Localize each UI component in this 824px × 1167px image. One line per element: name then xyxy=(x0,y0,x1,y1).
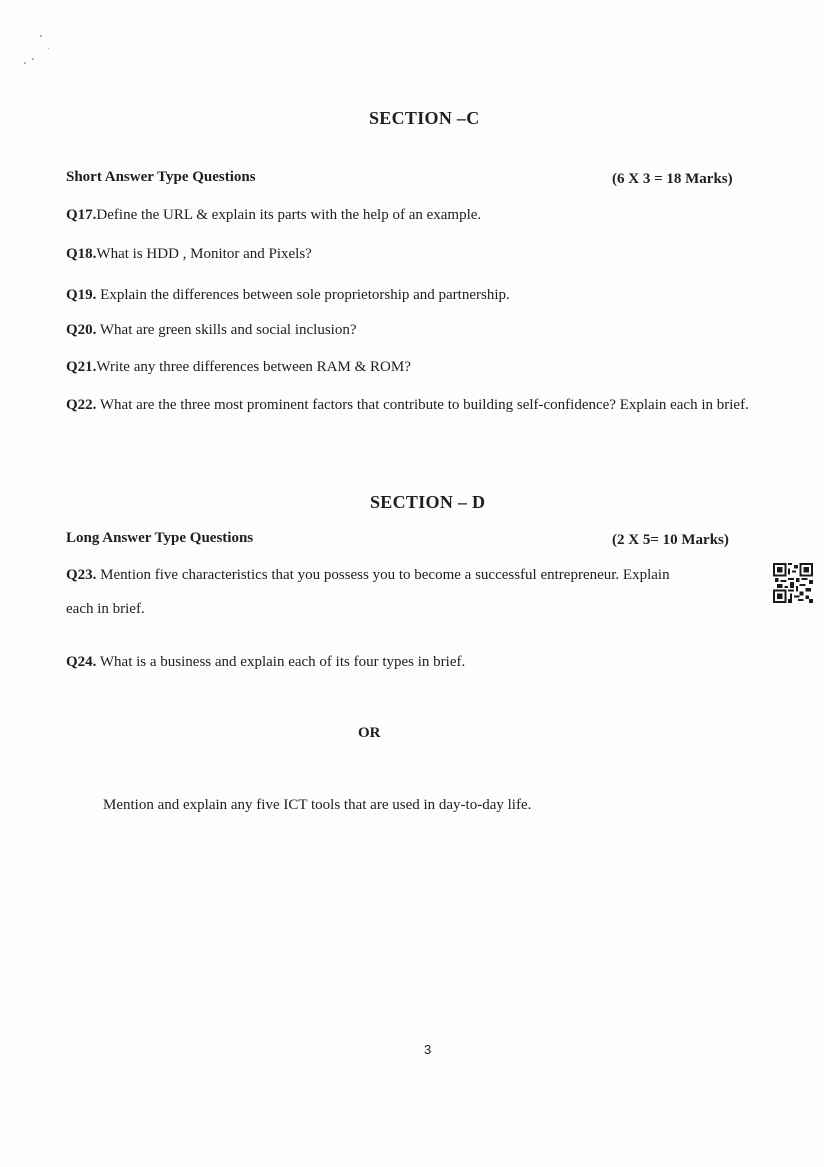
question-22 xyxy=(66,396,782,415)
question-text: What are green skills and social inclusion? xyxy=(96,322,357,338)
question-number: Q20. xyxy=(66,322,97,338)
question-text: Write any three differences between RAM & ROM? xyxy=(96,359,411,375)
scan-speck xyxy=(24,62,26,64)
question-number: Q18. xyxy=(66,246,97,262)
page-number: 3 xyxy=(424,1042,432,1057)
question-text: Explain the differences between sole proprietorship and partnership. xyxy=(96,287,510,303)
question-19 xyxy=(66,287,510,304)
question-24 xyxy=(66,654,465,671)
question-number: Q21. xyxy=(66,359,97,375)
question-number: Q24. xyxy=(66,654,97,670)
section-c-marks: (6 X 3 = 18 Marks) xyxy=(612,171,733,187)
qr-code xyxy=(773,563,813,603)
scan-speck xyxy=(32,58,34,60)
scan-speck xyxy=(48,48,49,49)
section-c-title: SECTION –C xyxy=(369,108,480,128)
question-24-alternative: Mention and explain any five ICT tools that are used in day-to-day life. xyxy=(103,797,532,813)
section-d-marks: (2 X 5= 10 Marks) xyxy=(612,532,729,548)
question-number: Q17. xyxy=(66,207,97,223)
question-18 xyxy=(66,246,312,263)
section-d-heading: Long Answer Type Questions xyxy=(66,530,254,546)
question-number: Q22. xyxy=(66,397,97,413)
question-20 xyxy=(66,322,356,339)
question-17 xyxy=(66,207,481,224)
question-text: What is HDD , Monitor and Pixels? xyxy=(96,246,312,262)
or-separator: OR xyxy=(358,725,381,741)
question-text: Mention five characteristics that you possess you to become a successful entrepreneur. Explain xyxy=(96,567,670,583)
scan-speck xyxy=(40,35,42,37)
question-text: What are the three most prominent factors that contribute to building self-confidence? Explain each in brief. xyxy=(96,397,749,413)
question-23 xyxy=(66,567,670,584)
question-number: Q19. xyxy=(66,287,97,303)
section-d-title: SECTION – D xyxy=(370,492,486,512)
question-text: Define the URL & explain its parts with the help of an example. xyxy=(96,207,482,223)
question-number: Q23. xyxy=(66,567,97,583)
section-c-heading: Short Answer Type Questions xyxy=(66,169,256,185)
question-text: What is a business and explain each of its four types in brief. xyxy=(96,654,466,670)
question-23-continuation: each in brief. xyxy=(66,601,145,617)
question-21 xyxy=(66,359,411,376)
